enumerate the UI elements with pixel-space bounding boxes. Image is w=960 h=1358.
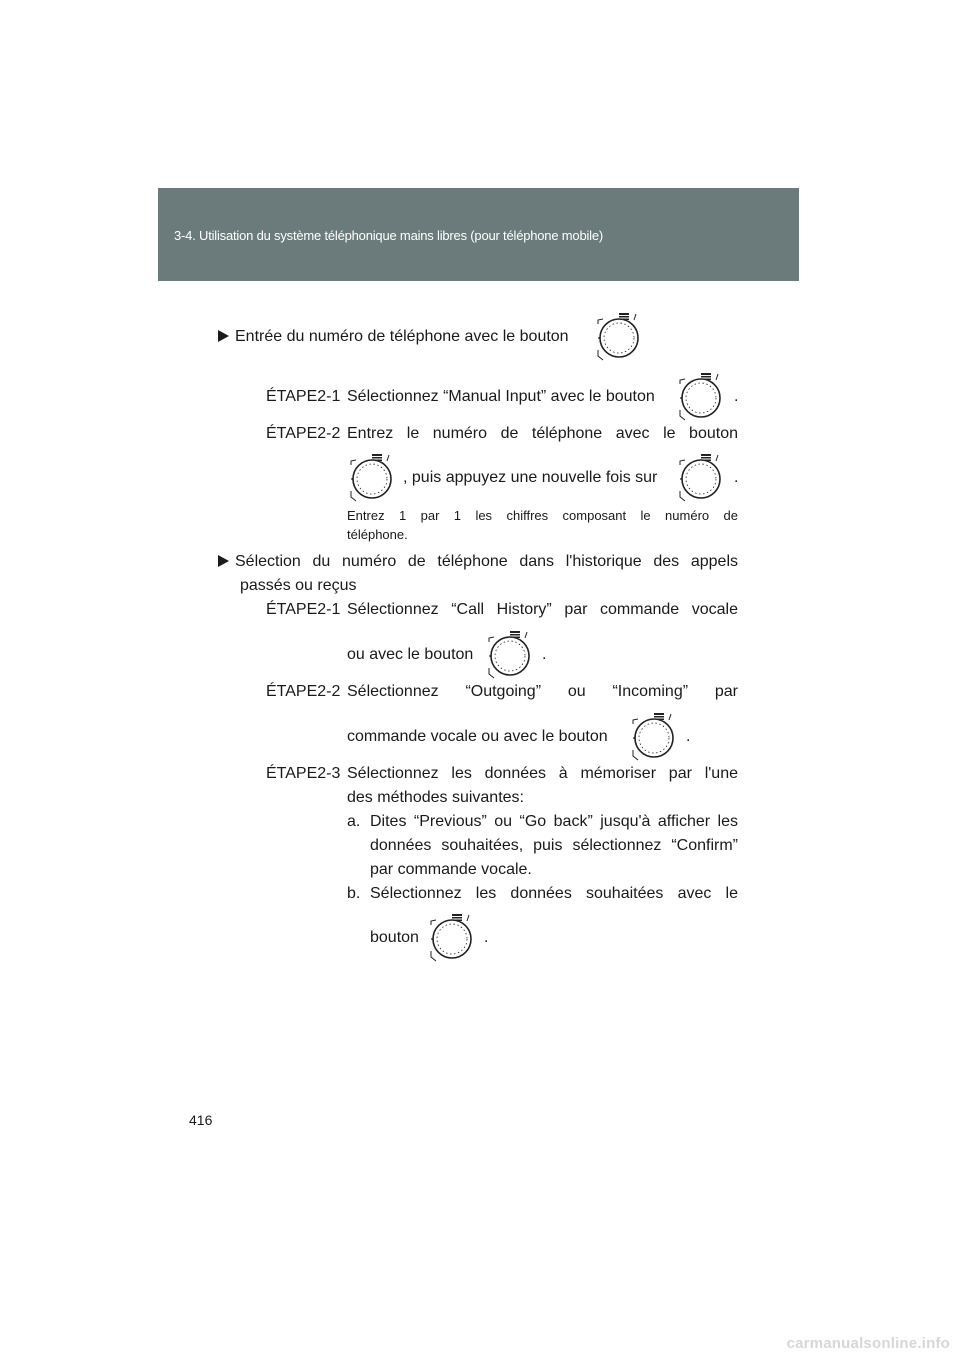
tune-sel-knob-icon <box>485 628 535 680</box>
tune-sel-knob-icon <box>629 710 679 762</box>
option-label: b. <box>347 885 361 902</box>
option-text: bouton <box>370 929 419 946</box>
step-text: Sélectionnez “Manual Input” avec le bouton <box>347 388 655 405</box>
step-end-period: . <box>686 728 691 745</box>
option-text: données souhaitées, puis sélectionnez “Confirm” <box>370 837 738 854</box>
step-text: commande vocale ou avec le bouton <box>347 728 608 745</box>
step-label: ÉTAPE2-2 <box>266 683 341 700</box>
option-text: Dites “Previous” ou “Go back” jusqu'à afficher les <box>370 813 738 830</box>
step-end-period: . <box>734 388 739 405</box>
watermark-text: carmanualsonline.info <box>786 1335 950 1352</box>
tune-sel-knob-icon <box>594 310 644 362</box>
section-title: 3-4. Utilisation du système téléphonique mains libres (pour téléphone mobile) <box>174 228 604 243</box>
step-text: des méthodes suivantes: <box>347 789 524 806</box>
tune-sel-knob-icon <box>676 451 726 503</box>
step-end-period: . <box>734 469 739 486</box>
tune-sel-knob-icon <box>427 911 477 963</box>
option-text: par commande vocale. <box>370 861 532 878</box>
step-text: , puis appuyez une nouvelle fois sur <box>403 469 658 486</box>
step-label: ÉTAPE2-1 <box>266 601 341 618</box>
section-header-bar <box>158 188 799 281</box>
section-heading-manual-entry: Entrée du numéro de téléphone avec le bouton <box>218 327 569 347</box>
triangle-bullet-icon <box>218 555 229 567</box>
step-text: Sélectionnez les données à mémoriser par l'une <box>347 765 738 782</box>
tune-sel-knob-icon <box>676 370 726 422</box>
option-text: Sélectionnez les données souhaitées avec le <box>370 885 738 902</box>
page-number: 416 <box>189 1112 213 1128</box>
step-text: Sélectionnez “Outgoing” ou “Incoming” par <box>347 683 738 700</box>
step-note: Entrez 1 par 1 les chiffres composant le numéro de <box>347 508 738 523</box>
triangle-bullet-icon <box>218 330 229 342</box>
step-label: ÉTAPE2-2 <box>266 425 341 442</box>
step-end-period: . <box>542 646 547 663</box>
step-note: téléphone. <box>347 527 408 542</box>
step-label: ÉTAPE2-1 <box>266 388 341 405</box>
step-text: Entrez le numéro de téléphone avec le bouton <box>347 425 738 442</box>
section-heading-call-history-cont: passés ou reçus <box>240 577 357 594</box>
step-label: ÉTAPE2-3 <box>266 765 341 782</box>
step-text: Sélectionnez “Call History” par commande vocale <box>347 601 738 618</box>
step-end-period: . <box>484 929 489 946</box>
section-heading-call-history: Sélection du numéro de téléphone dans l'historique des appels <box>218 552 738 572</box>
step-text: ou avec le bouton <box>347 646 474 663</box>
tune-sel-knob-icon <box>347 451 397 503</box>
option-label: a. <box>347 813 361 830</box>
